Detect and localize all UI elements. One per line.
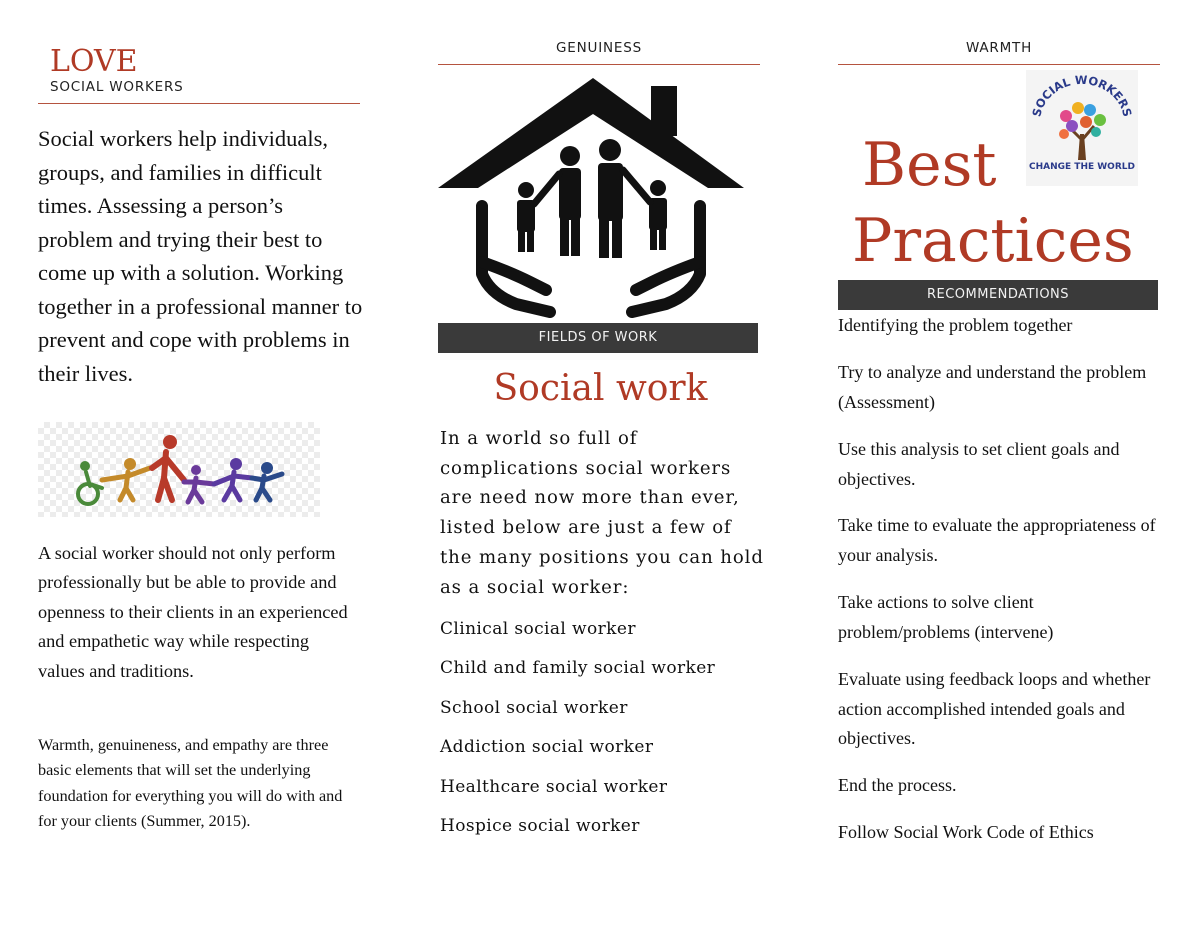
position-clinical: Clinical social worker [440,619,636,639]
col1-divider [38,103,360,104]
rec-item-6: Evaluate using feedback loops and whether action accomplished intended goals and objectives. [838,669,1151,748]
rec-item-2: Try to analyze and understand the problem (Assessment) [838,362,1147,412]
rec-item-5: Take actions to solve client problem/problems (intervene) [838,592,1054,642]
tree-logo-icon [1026,70,1138,186]
col2-divider [438,64,760,65]
best-title: Best [862,130,997,200]
col1-citation-paragraph: Warmth, genuineness, and empathy are three basic elements that will set the underlying foundation for everything you will do with and for your clients (Summer, 2015). [38,736,343,830]
position-school: School social worker [440,698,628,718]
col2-intro-paragraph: In a world so full of complications social workers are need now more than ever, listed below are just a few of the many positions you can hold as a social worker: [440,428,764,598]
rec-item-8: Follow Social Work Code of Ethics [838,822,1094,842]
col3-divider [838,64,1160,65]
family-group-image [38,422,320,517]
fields-of-work-bar: FIELDS OF WORK [438,323,758,353]
warmth-heading: WARMTH [965,40,1033,56]
social-workers-subtitle: SOCIAL WORKERS [50,79,184,95]
rec-item-1: Identifying the problem together [838,315,1073,335]
logo-arc-text: SOCIAL WORKERS [1029,72,1135,119]
rec-item-7: End the process. [838,775,957,795]
social-work-title: Social work [493,368,708,409]
col1-values-paragraph: A social worker should not only perform professionally but be able to provide and openness to their clients in an experienced and empathetic way while respecting values and traditions. [38,543,348,681]
family-group-illustration-icon [38,422,320,517]
logo-bottom-text: CHANGE THE WORLD [1029,162,1135,172]
genuiness-heading: GENUINESS [556,40,642,56]
family-house-hands-icon [438,76,748,318]
col1-intro-paragraph: Social workers help individuals, groups, and families in difficult times. Assessing a person’s problem and trying their best to come up with a solution. Working together in a professional manner to prevent and cope with problems in their lives. [38,126,363,386]
position-addiction: Addiction social worker [440,737,654,757]
social-workers-logo [1026,70,1138,186]
practices-title: Practices [852,206,1134,276]
position-child-family: Child and family social worker [440,658,716,678]
position-healthcare: Healthcare social worker [440,777,668,797]
love-title: LOVE [50,44,138,79]
position-hospice: Hospice social worker [440,816,640,836]
recommendations-bar: RECOMMENDATIONS [838,280,1158,310]
rec-item-4: Take time to evaluate the appropriateness of your analysis. [838,515,1156,565]
rec-item-3: Use this analysis to set client goals and objectives. [838,439,1120,489]
